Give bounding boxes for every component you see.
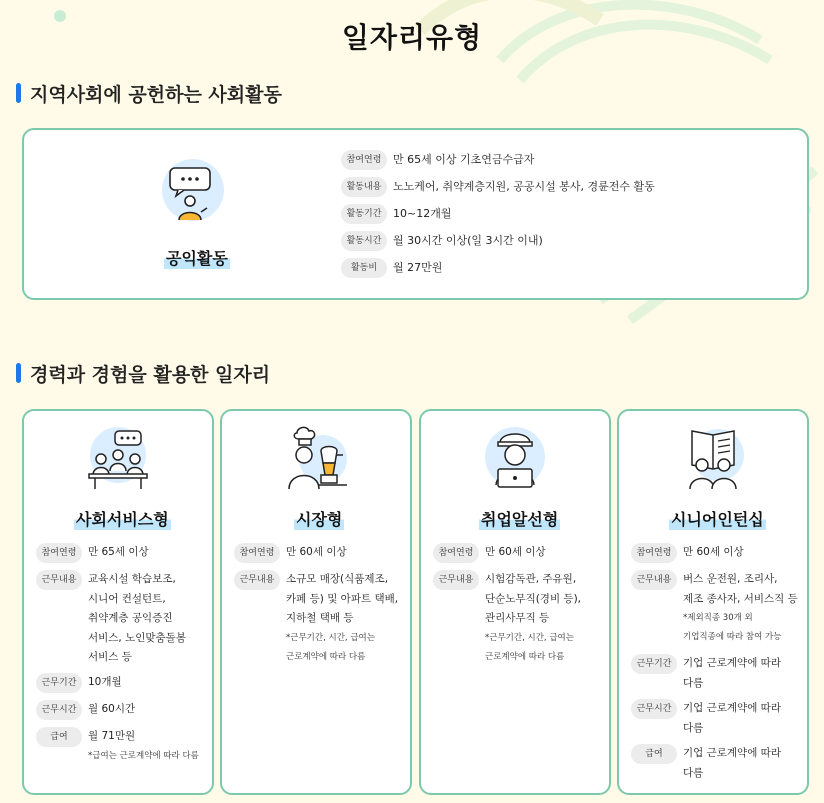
info-label: 근무내용 [234,570,280,590]
info-row-content [631,570,798,647]
people-meeting-icon [85,425,151,495]
public-activity-card [22,128,809,300]
job-card-job-placement [419,409,611,795]
info-value [88,570,186,668]
info-note: *근무기간, 시간, 급여는 [485,632,574,643]
info-row-age [433,543,546,563]
card-title-social-service: 사회서비스형 [74,507,171,530]
intern-book-icon [680,425,746,495]
info-label: 근무내용 [36,570,82,590]
info-value: 노노케어, 취약계층지원, 공공시설 봉사, 경륜전수 활동 [393,180,655,193]
card-title-public-activity: 공익활동 [164,246,230,269]
section-heading-experience-jobs: 경력과 경험을 활용한 일자리 [16,360,270,387]
info-value [88,727,199,766]
info-line: 소규모 매장(식품제조, [286,573,389,585]
info-line: 월 71만원 [88,730,136,742]
speaker-person-icon [160,156,226,226]
info-label: 활동비 [341,258,387,278]
info-row-content [341,177,655,197]
info-line: 시험감독관, 주유원, [485,573,577,585]
info-value: 만 65세 이상 [88,546,149,558]
info-row-hours [631,699,781,738]
info-row-pay [341,258,442,278]
info-row-content [234,570,398,667]
info-value [683,699,781,738]
job-card-market [220,409,412,795]
info-line: 다름 [683,766,704,779]
info-label: 참여연령 [341,150,387,170]
info-value [683,654,781,693]
info-row-content [433,570,581,667]
info-line: 지하철 택배 등 [286,612,354,624]
info-line: 다름 [683,721,704,734]
card-title-senior-internship: 시니어인턴십 [669,507,766,530]
info-row-age [36,543,149,563]
info-row-age [341,150,534,170]
info-label: 근무시간 [36,700,82,720]
info-line: 카페 등) 및 아파트 택배, [286,592,399,605]
info-line: 기업 근로계약에 따라 [683,702,781,714]
info-value: 만 60세 이상 [485,546,546,558]
info-line: 서비스 등 [88,651,132,663]
info-label: 급여 [631,744,677,764]
info-note: 기업직종에 따라 참여 가능 [683,632,782,642]
info-line: 기업 근로계약에 따라 [683,747,781,759]
info-row-hours [341,231,543,251]
info-label: 근무기간 [36,673,82,693]
info-label: 참여연령 [631,543,677,563]
info-note: *제외직종 30개 외 [683,613,753,623]
info-value: 월 60시간 [88,703,136,715]
info-row-pay [36,727,199,766]
job-card-social-service [22,409,214,795]
info-label: 참여연령 [433,543,479,563]
page-title: 일자리유형 [341,21,483,54]
info-line: 시니어 컨설턴트, [88,592,166,605]
info-line: 기업 근로계약에 따라 [683,657,781,669]
info-label: 참여연령 [36,543,82,563]
info-row-period [36,673,122,693]
info-label: 급여 [36,727,82,747]
info-line: 관리사무직 등 [485,612,550,624]
info-line: 서비스, 노인맞춤돌봄 [88,631,186,644]
worker-icon [482,425,548,495]
info-value [286,570,398,667]
info-label: 활동내용 [341,177,387,197]
info-line: 버스 운전원, 조리사, [683,573,778,585]
info-label: 근무시간 [631,699,677,719]
card-title-market: 시장형 [294,507,344,530]
info-label: 참여연령 [234,543,280,563]
info-value: 만 60세 이상 [286,546,347,558]
info-note: 근로계약에 따라 다름 [485,651,565,662]
info-row-pay [631,744,781,783]
info-label: 활동시간 [341,231,387,251]
info-value: 10개월 [88,676,122,688]
section-heading-social-activity: 지역사회에 공헌하는 사회활동 [16,80,282,107]
cook-icon [283,425,349,495]
info-value [683,744,781,783]
info-value: 월 27만원 [393,261,443,274]
info-line: 다름 [683,676,704,689]
info-value: 10~12개월 [393,207,452,220]
info-row-content [36,570,186,668]
info-value: 만 65세 이상 기초연금수급자 [393,153,535,166]
info-label: 근무기간 [631,654,677,674]
info-label: 활동기간 [341,204,387,224]
info-note: *근무기간, 시간, 급여는 [286,632,375,643]
info-row-age [234,543,347,563]
info-value: 만 60세 이상 [683,546,744,558]
info-label: 근무내용 [631,570,677,590]
info-row-period [631,654,781,693]
info-label: 근무내용 [433,570,479,590]
info-note: *급여는 근로계약에 따라 다름 [88,750,199,761]
card-title-job-placement: 취업알선형 [479,507,560,530]
info-row-hours [36,700,135,720]
info-line: 취약계층 공익증진 [88,612,173,624]
info-note: 근로계약에 따라 다름 [286,651,366,662]
info-line: 교육시설 학습보조, [88,573,176,585]
job-card-senior-internship [617,409,809,795]
info-row-period [341,204,451,224]
info-line: 제조 종사자, 서비스직 등 [683,592,798,605]
info-line: 단순노무직(경비 등), [485,592,582,605]
info-value: 월 30시간 이상(일 3시간 이내) [393,234,543,247]
info-row-age [631,543,744,563]
info-value [683,570,798,647]
info-value [485,570,581,667]
